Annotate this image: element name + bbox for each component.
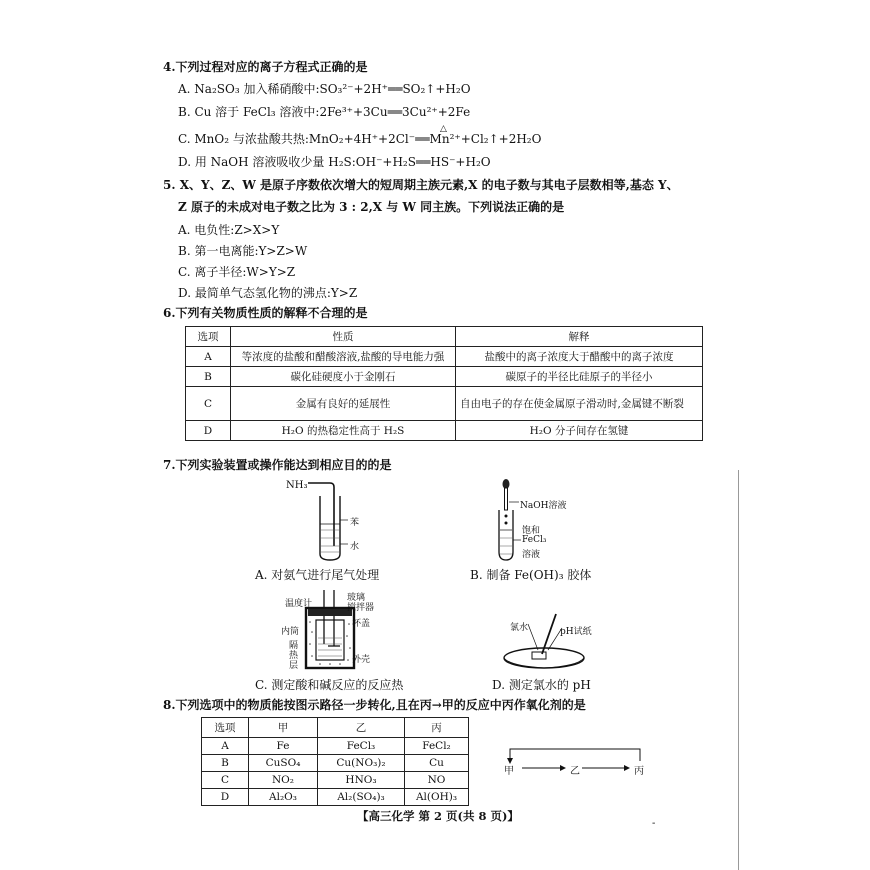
table-row [186, 347, 703, 367]
table-header-cell: 性质 [231, 327, 456, 347]
table-cell: Cu [405, 755, 469, 772]
table-cell: B [202, 755, 249, 772]
q5-title-line2: Z 原子的未成对电子数之比为 3 : 2,X 与 W 同主族。下列说法正确的是 [178, 200, 565, 214]
q5-option-d: D. 最简单气态氢化物的沸点:Y>Z [178, 286, 358, 300]
table-cell: 碳原子的半径比硅原子的半径小 [456, 367, 703, 387]
label-naoh-solution: NaOH溶液 [520, 501, 567, 511]
q5-title-line1: 5. X、Y、Z、W 是原子序数依次增大的短周期主族元素,X 的电子数与其电子层数相等,基态 Y、 [163, 178, 679, 192]
table-cell: Fe [249, 738, 318, 755]
label-insulation-2: 热 [289, 651, 299, 661]
table-cell: 自由电子的存在使金属原子滑动时,金属键不断裂 [456, 387, 703, 421]
label-solution: 溶液 [522, 550, 541, 560]
label-chlorine-water: 氯水 [510, 623, 529, 633]
label-benzene: 苯 [350, 518, 360, 528]
diagram-node-jia: 甲 [504, 766, 514, 777]
q6-table [185, 326, 703, 441]
table-cell: Cu(NO₃)₂ [318, 755, 405, 772]
table-cell: D [186, 421, 231, 441]
label-inner-cup: 内筒 [281, 627, 300, 637]
table-cell: 碳化硅硬度小于金刚石 [231, 367, 456, 387]
table-cell: C [202, 772, 249, 789]
page-footer: 【高三化学 第 2 页(共 8 页)】 [357, 809, 519, 823]
figure-a-caption: A. 对氨气进行尾气处理 [255, 568, 380, 582]
label-water: 水 [350, 542, 360, 552]
q6-title: 6.下列有关物质性质的解释不合理的是 [163, 306, 368, 320]
table-header-row [186, 327, 703, 347]
table-row [186, 387, 703, 421]
diagram-node-yi: 乙 [570, 766, 580, 777]
table-header-row [202, 718, 469, 738]
table-cell: H₂O 的热稳定性高于 H₂S [231, 421, 456, 441]
table-cell: 等浓度的盐酸和醋酸溶液,盐酸的导电能力强 [231, 347, 456, 367]
label-thermometer: 温度计 [285, 599, 313, 609]
table-cell: FeCl₂ [405, 738, 469, 755]
table-row [202, 772, 469, 789]
table-header-cell: 选项 [186, 327, 231, 347]
label-fecl3: FeCl₃ [522, 535, 547, 545]
q4-heat-symbol: △ [440, 124, 447, 134]
figure-b-apparatus [495, 478, 525, 563]
q5-option-b: B. 第一电离能:Y>Z>W [178, 244, 308, 258]
table-cell: A [202, 738, 249, 755]
table-cell: FeCl₃ [318, 738, 405, 755]
label-insulation-1: 隔 [289, 641, 299, 651]
label-glass: 玻璃 [347, 593, 366, 603]
figure-c-caption: C. 测定酸和碱反应的反应热 [255, 678, 404, 692]
table-cell: 金属有良好的延展性 [231, 387, 456, 421]
table-row [186, 421, 703, 441]
label-ph-paper: pH试纸 [560, 627, 592, 637]
table-header-cell: 选项 [202, 718, 249, 738]
table-row [202, 738, 469, 755]
table-cell: H₂O 分子间存在氢键 [456, 421, 703, 441]
table-header-cell: 甲 [249, 718, 318, 738]
table-header-cell: 乙 [318, 718, 405, 738]
table-cell: Al(OH)₃ [405, 789, 469, 806]
q8-table [201, 717, 469, 806]
label-stirrer: 搅拌器 [347, 603, 375, 613]
table-cell: B [186, 367, 231, 387]
q4-option-b: B. Cu 溶于 FeCl₃ 溶液中:2Fe³⁺+3Cu══3Cu²⁺+2Fe [178, 105, 471, 119]
table-header-cell: 丙 [405, 718, 469, 738]
table-cell: Al₂(SO₄)₃ [318, 789, 405, 806]
q4-option-a: A. Na₂SO₃ 加入稀硝酸中:SO₃²⁻+2H⁺══SO₂↑+H₂O [178, 82, 471, 96]
table-row [202, 789, 469, 806]
q8-title: 8.下列选项中的物质能按图示路径一步转化,且在丙→甲的反应中丙作氧化剂的是 [163, 698, 586, 712]
q5-option-a: A. 电负性:Z>X>Y [178, 223, 280, 237]
table-cell: Al₂O₃ [249, 789, 318, 806]
q7-title: 7.下列实验装置或操作能达到相应目的的是 [163, 458, 392, 472]
table-row [186, 367, 703, 387]
scan-mark: - [652, 818, 656, 829]
q4-option-d: D. 用 NaOH 溶液吸收少量 H₂S:OH⁻+H₂S══HS⁻+H₂O [178, 155, 491, 169]
table-cell: CuSO₄ [249, 755, 318, 772]
table-cell: A [186, 347, 231, 367]
table-cell: NO₂ [249, 772, 318, 789]
table-row [202, 755, 469, 772]
label-saturated: 饱和 [522, 526, 541, 536]
diagram-node-bing: 丙 [634, 766, 644, 777]
label-nh3: NH₃ [286, 480, 308, 491]
table-cell: HNO₃ [318, 772, 405, 789]
table-cell: 盐酸中的离子浓度大于醋酸中的离子浓度 [456, 347, 703, 367]
label-lid: 杯盖 [352, 619, 371, 629]
q4-option-c: C. MnO₂ 与浓盐酸共热:MnO₂+4H⁺+2Cl⁻══Mn²⁺+Cl₂↑+2H₂O [178, 132, 542, 146]
table-cell: D [202, 789, 249, 806]
scan-edge-line [738, 470, 739, 870]
table-cell: C [186, 387, 231, 421]
table-cell: NO [405, 772, 469, 789]
q4-title: 4.下列过程对应的离子方程式正确的是 [163, 60, 368, 74]
label-outer-shell: 外壳 [352, 655, 371, 665]
table-header-cell: 解释 [456, 327, 703, 347]
label-insulation-3: 层 [289, 661, 299, 671]
figure-b-caption: B. 制备 Fe(OH)₃ 胶体 [470, 568, 592, 582]
figure-d-caption: D. 测定氯水的 pH [492, 678, 591, 692]
q5-option-c: C. 离子半径:W>Y>Z [178, 265, 296, 279]
